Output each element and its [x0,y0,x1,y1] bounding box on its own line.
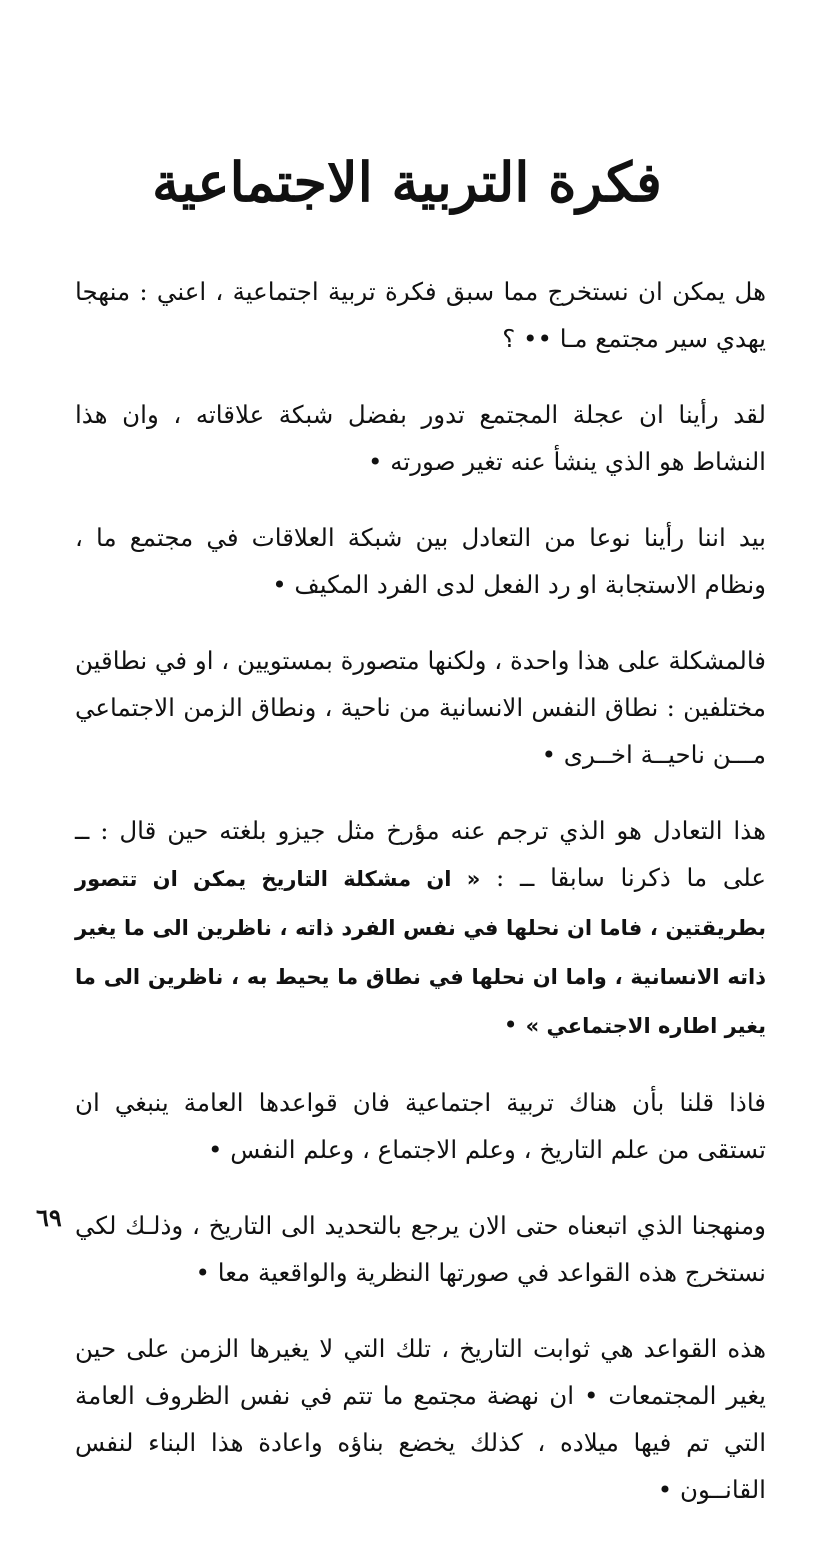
guizot-quote: « ان مشكلة التاريخ يمكن ان تتصور بطريقتين ، فاما ان نحلها في نفس الفرد ذاته ، ناظرين الى ما يغير ذاته الانسانية ، واما ان نحلها في نطاق ما يحيط به ، ناظرين الى ما يغير اطاره الاجتماعي » [75,867,766,1038]
quote-end: • [503,1010,526,1039]
quote-intro: هذا التعادل هو الذي ترجم عنه مؤرخ مثل جيزو بلغته حين قال : ــ على ما ذكرنا سابقا ــ : [75,816,767,892]
page-number: ٦٩ [36,1203,62,1232]
chapter-title: فكرة التربية الاجتماعية [152,150,662,214]
paragraph-4: فالمشكلة على هذا واحدة ، ولكنها متصورة بمستويين ، او في نطاقين مختلفين : نطاق النفس الانسانية من ناحية ، ونطاق الزمن الاجتماعي مـــن ناحيــة اخــرى • [75,646,766,769]
paragraph-7: ومنهجنا الذي اتبعناه حتى الان يرجع بالتحديد الى التاريخ ، وذلـك لكي نستخرج هذه القواعد في صورتها النظرية والواقعية معا • [75,1211,766,1287]
paragraph-2: لقد رأينا ان عجلة المجتمع تدور بفضل شبكة علاقاته ، وان هذا النشاط هو الذي ينشأ عنه تغير صورته • [75,400,766,476]
page-body [75,268,766,1542]
paragraph-5-guizot-quote [75,807,766,1050]
paragraph-6: فاذا قلنا بأن هناك تربية اجتماعية فان قواعدها العامة ينبغي ان تستقى من علم التاريخ ، وعلم الاجتماع ، وعلم النفس • [75,1088,766,1164]
paragraph-8: هذه القواعد هي ثوابت التاريخ ، تلك التي لا يغيرها الزمن على حين يغير المجتمعات • ان نهضة مجتمع ما تتم في نفس الظروف العامة التي تم فيها ميلاده ، كذلك يخضع بناؤه واعادة هذا البناء لنفس القانــون • [75,1334,766,1504]
paragraph-3: بيد اننا رأينا نوعا من التعادل بين شبكة العلاقات في مجتمع ما ، ونظام الاستجابة او رد الفعل لدى الفرد المكيف • [75,523,766,599]
paragraph-1: هل يمكن ان نستخرج مما سبق فكرة تربية اجتماعية ، اعني : منهجا يهدي سير مجتمع مـا •• ؟ [75,277,766,353]
